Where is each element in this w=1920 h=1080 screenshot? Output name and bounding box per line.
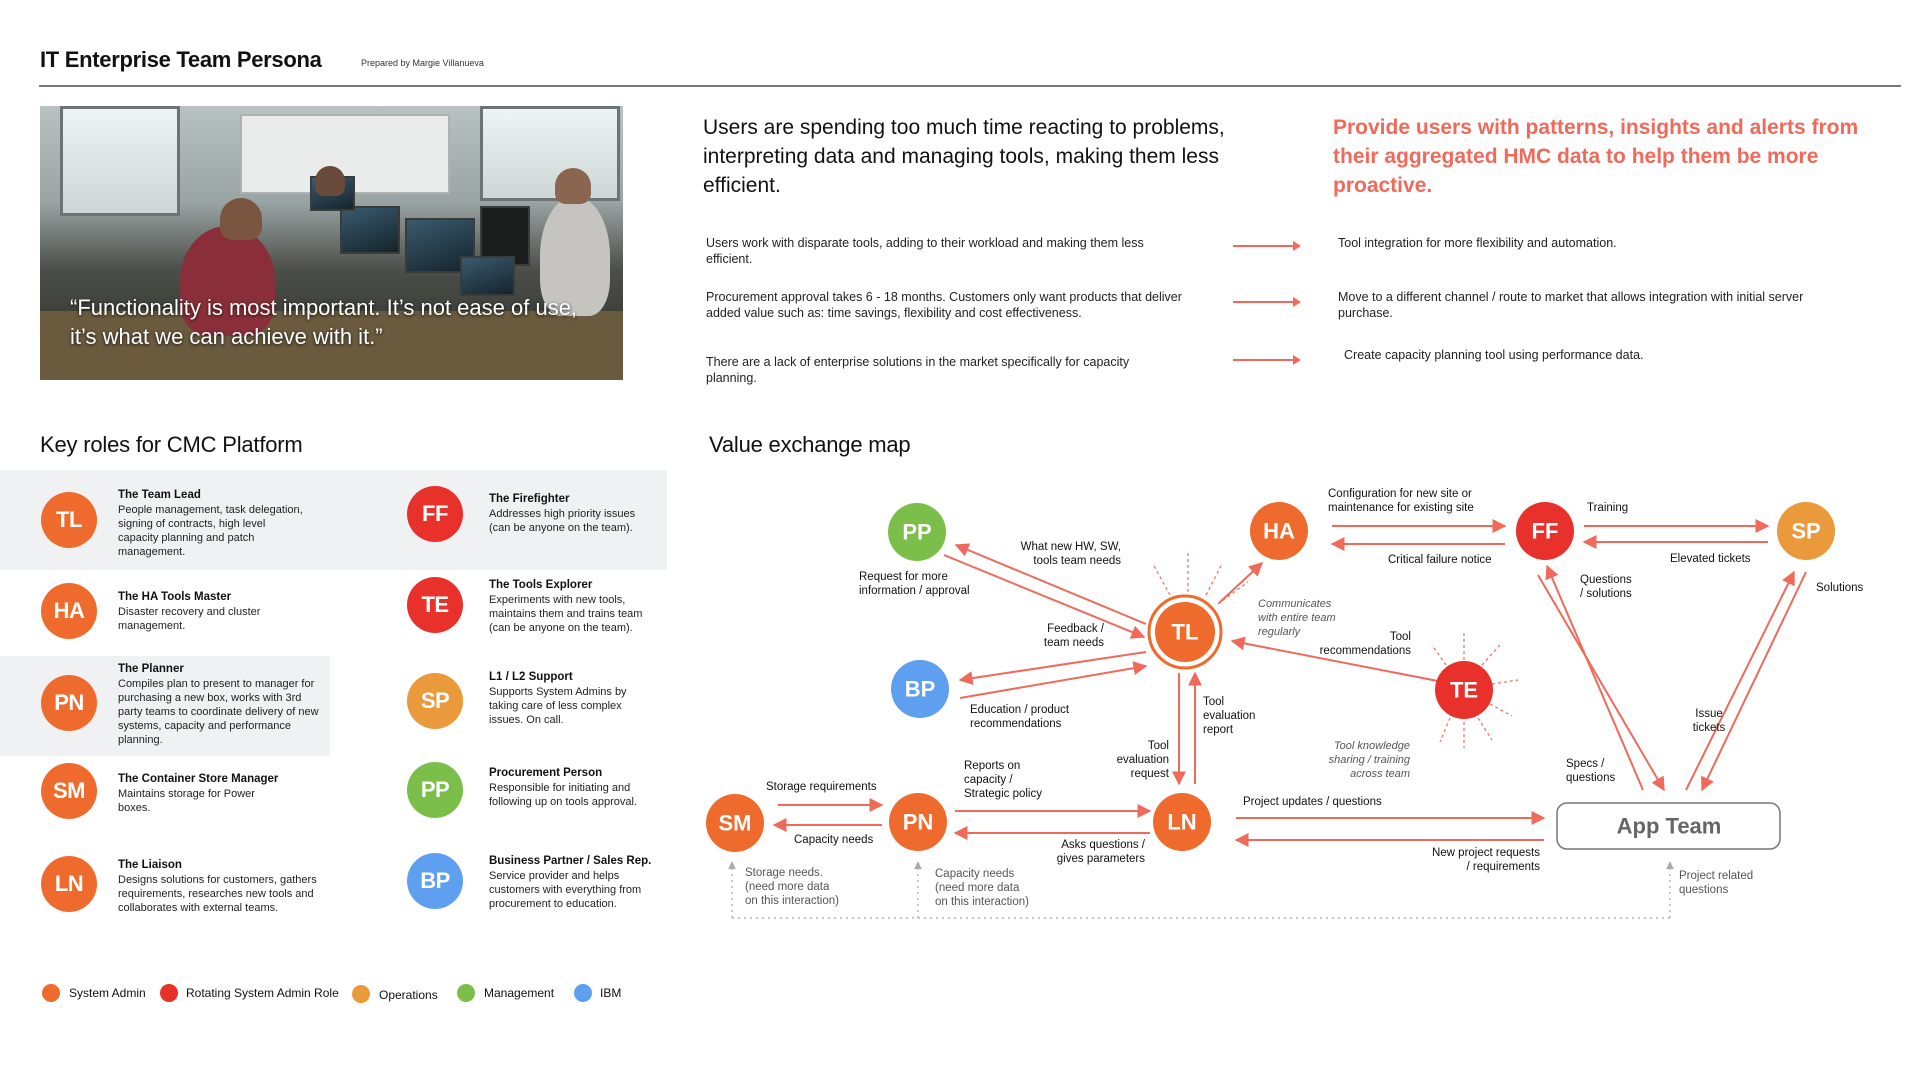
solution-text: Move to a different channel / route to market that allows integration with initial server purchase.	[1338, 290, 1804, 320]
edge-label: recommendations	[970, 718, 1062, 730]
note-label: Project related	[1679, 870, 1754, 882]
role-name: Procurement Person	[489, 767, 603, 779]
role-badge-LN: LN	[41, 856, 97, 912]
role-badge-SP: SP	[407, 673, 463, 729]
role-name: The HA Tools Master	[118, 591, 232, 603]
hero-quote: “Functionality is most important. It’s not ease of use, it’s what we can achieve with it.”	[70, 295, 578, 349]
edge-label: information / approval	[859, 585, 970, 597]
role-badge-PN: PN	[41, 675, 97, 731]
role-badge-TL: TL	[41, 492, 97, 548]
edge-label: Tool	[1389, 631, 1411, 643]
edge-label: Solutions	[1816, 582, 1864, 594]
prepared-by: Prepared by Margie Villanueva	[361, 58, 484, 68]
edge-label: Elevated tickets	[1670, 553, 1751, 565]
edge-label: Critical failure notice	[1388, 554, 1492, 566]
node-PN-label: PN	[902, 809, 934, 835]
edge-label: evaluation	[1203, 710, 1256, 722]
edge-label: report	[1203, 724, 1234, 736]
edge-label: New project requests	[1431, 847, 1540, 859]
role-name: L1 / L2 Support	[489, 671, 573, 683]
node-app-team-label: App Team	[1616, 813, 1722, 839]
edge-label: tickets	[1692, 722, 1726, 734]
note-label: regularly	[1258, 626, 1301, 638]
broadcast-line	[1432, 645, 1446, 665]
node-TL-label: TL	[1171, 619, 1199, 645]
broadcast-line	[1440, 718, 1450, 742]
edge-label: maintenance for existing site	[1328, 502, 1474, 514]
flow-arrow	[960, 652, 1146, 680]
page-title: IT Enterprise Team Persona	[40, 47, 322, 72]
edge-label: evaluation	[1116, 754, 1169, 766]
edge-label: Tool	[1147, 740, 1169, 752]
flow-arrow	[1686, 572, 1794, 790]
role-badge-PP: PP	[407, 762, 463, 818]
edge-label: recommendations	[1319, 645, 1411, 657]
solution-headline: Provide users with patterns, insights and alerts from their aggregated HMC data to help them be more proactive.	[1333, 116, 1859, 197]
node-BP-label: BP	[904, 676, 936, 702]
note-label: Capacity needs	[935, 868, 1015, 880]
node-PP-label: PP	[902, 519, 932, 545]
edge-label: Reports on	[964, 760, 1021, 772]
role-badge-SM: SM	[41, 763, 97, 819]
node-TE-label: TE	[1449, 677, 1479, 703]
edge-label: Project updates / questions	[1243, 796, 1382, 808]
edge-label: Configuration for new site or	[1328, 488, 1472, 500]
role-name: The Tools Explorer	[489, 579, 593, 591]
role-badge-TE: TE	[407, 577, 463, 633]
note-label: questions	[1679, 884, 1729, 896]
broadcast-line	[1492, 680, 1518, 684]
broadcast-line	[1153, 564, 1170, 595]
note-label: Communicates	[1258, 598, 1332, 610]
edge-label: / solutions	[1580, 588, 1632, 600]
role-name: The Firefighter	[489, 493, 570, 505]
role-desc: Addresses high priority issues (can be anyone on the team).	[489, 508, 636, 534]
legend-label: System Admin	[69, 986, 146, 1000]
node-HA-label: HA	[1263, 518, 1295, 544]
problem-headline: Users are spending too much time reacting to problems, interpreting data and managing tools, making them less efficient.	[703, 116, 1225, 197]
flow-arrow	[944, 555, 1144, 637]
flow-arrow	[960, 666, 1146, 698]
problem-text: Procurement approval takes 6 - 18 months. Customers only want products that deliver added value such as: time savings, flexibility and cost effectiveness.	[706, 290, 1182, 320]
map-heading: Value exchange map	[709, 432, 911, 457]
broadcast-line	[1490, 704, 1512, 716]
role-desc: Supports System Admins by taking care of less complex issues. On call.	[489, 686, 627, 726]
role-name: The Planner	[118, 663, 184, 675]
note-label: (need more data	[745, 881, 830, 893]
edge-label: Storage requirements	[766, 781, 877, 793]
node-SP-label: SP	[1791, 518, 1821, 544]
role-desc: Experiments with new tools, maintains them and trains team (can be anyone on the team).	[489, 594, 643, 634]
role-badge-HA: HA	[41, 583, 97, 639]
role-desc: Maintains storage for Power boxes.	[118, 788, 255, 814]
edge-label: Feedback /	[1047, 623, 1104, 635]
edge-label: / requirements	[1466, 861, 1540, 873]
edge-label: Training	[1587, 502, 1629, 514]
legend-label: IBM	[600, 986, 622, 1000]
note-label: across team	[1350, 768, 1410, 780]
flow-arrow	[1702, 572, 1806, 790]
edge-label: Education / product	[970, 704, 1070, 716]
note-label: on this interaction)	[745, 895, 839, 907]
edge-label: Strategic policy	[964, 788, 1042, 800]
legend-label: Management	[484, 986, 555, 1000]
role-desc: Service provider and helps customers with everything from procurement to education.	[489, 870, 642, 910]
role-desc: Compiles plan to present to manager for purchasing a new box, works with 3rd party teams to coordinate delivery of new systems, capacity and performance planning.	[118, 678, 319, 746]
role-name: The Container Store Manager	[118, 773, 279, 785]
edge-label: Questions	[1580, 574, 1632, 586]
role-name: Business Partner / Sales Rep.	[489, 855, 652, 867]
note-label: Tool knowledge	[1333, 740, 1410, 752]
legend-label: Operations	[379, 988, 438, 1002]
node-FF-label: FF	[1531, 518, 1559, 544]
broadcast-line	[1478, 718, 1492, 740]
edge-label: Tool	[1203, 696, 1225, 708]
edge-label: Issue	[1695, 708, 1723, 720]
role-desc: Responsible for initiating and following up on tools approval.	[489, 782, 637, 808]
note-label: sharing / training	[1328, 754, 1410, 766]
solution-text: Create capacity planning tool using performance data.	[1344, 348, 1644, 362]
role-desc: Disaster recovery and cluster management.	[118, 606, 261, 632]
broadcast-line	[1482, 645, 1500, 665]
role-name: The Liaison	[118, 859, 182, 871]
edge-label: Request for more	[859, 571, 948, 583]
edge-label: tools team needs	[1033, 555, 1121, 567]
edge-label: questions	[1566, 772, 1616, 784]
flow-arrow	[1219, 563, 1262, 603]
note-label: with entire team	[1258, 612, 1336, 624]
edge-label: capacity /	[964, 774, 1013, 786]
edge-label: request	[1130, 768, 1169, 780]
role-name: The Team Lead	[118, 489, 201, 501]
edge-label: gives parameters	[1056, 853, 1145, 865]
node-SM-label: SM	[718, 810, 752, 836]
broadcast-line	[1206, 564, 1222, 595]
note-label: Storage needs.	[745, 867, 824, 879]
edge-label: Specs /	[1566, 758, 1605, 770]
edge-label: Asks questions /	[1061, 839, 1145, 851]
edge-label: What new HW, SW,	[1020, 541, 1121, 553]
edge-label: Capacity needs	[794, 834, 874, 846]
note-label: (need more data	[935, 882, 1020, 894]
legend-label: Rotating System Admin Role	[186, 986, 339, 1000]
node-LN-label: LN	[1167, 809, 1197, 835]
solution-text: Tool integration for more flexibility and automation.	[1338, 236, 1617, 250]
problem-text: There are a lack of enterprise solutions in the market specifically for capacity planning.	[706, 355, 1130, 385]
roles-heading: Key roles for CMC Platform	[40, 432, 303, 457]
role-badge-BP: BP	[407, 853, 463, 909]
note-label: on this interaction)	[935, 896, 1029, 908]
problem-text: Users work with disparate tools, adding to their workload and making them less efficient.	[706, 236, 1144, 266]
role-badge-FF: FF	[407, 486, 463, 542]
role-desc: Designs solutions for customers, gathers requirements, researches new tools and collaborates with external teams.	[118, 874, 317, 914]
edge-label: team needs	[1043, 637, 1104, 649]
role-desc: People management, task delegation, signing of contracts, high level capacity planning and patch management.	[118, 504, 303, 558]
